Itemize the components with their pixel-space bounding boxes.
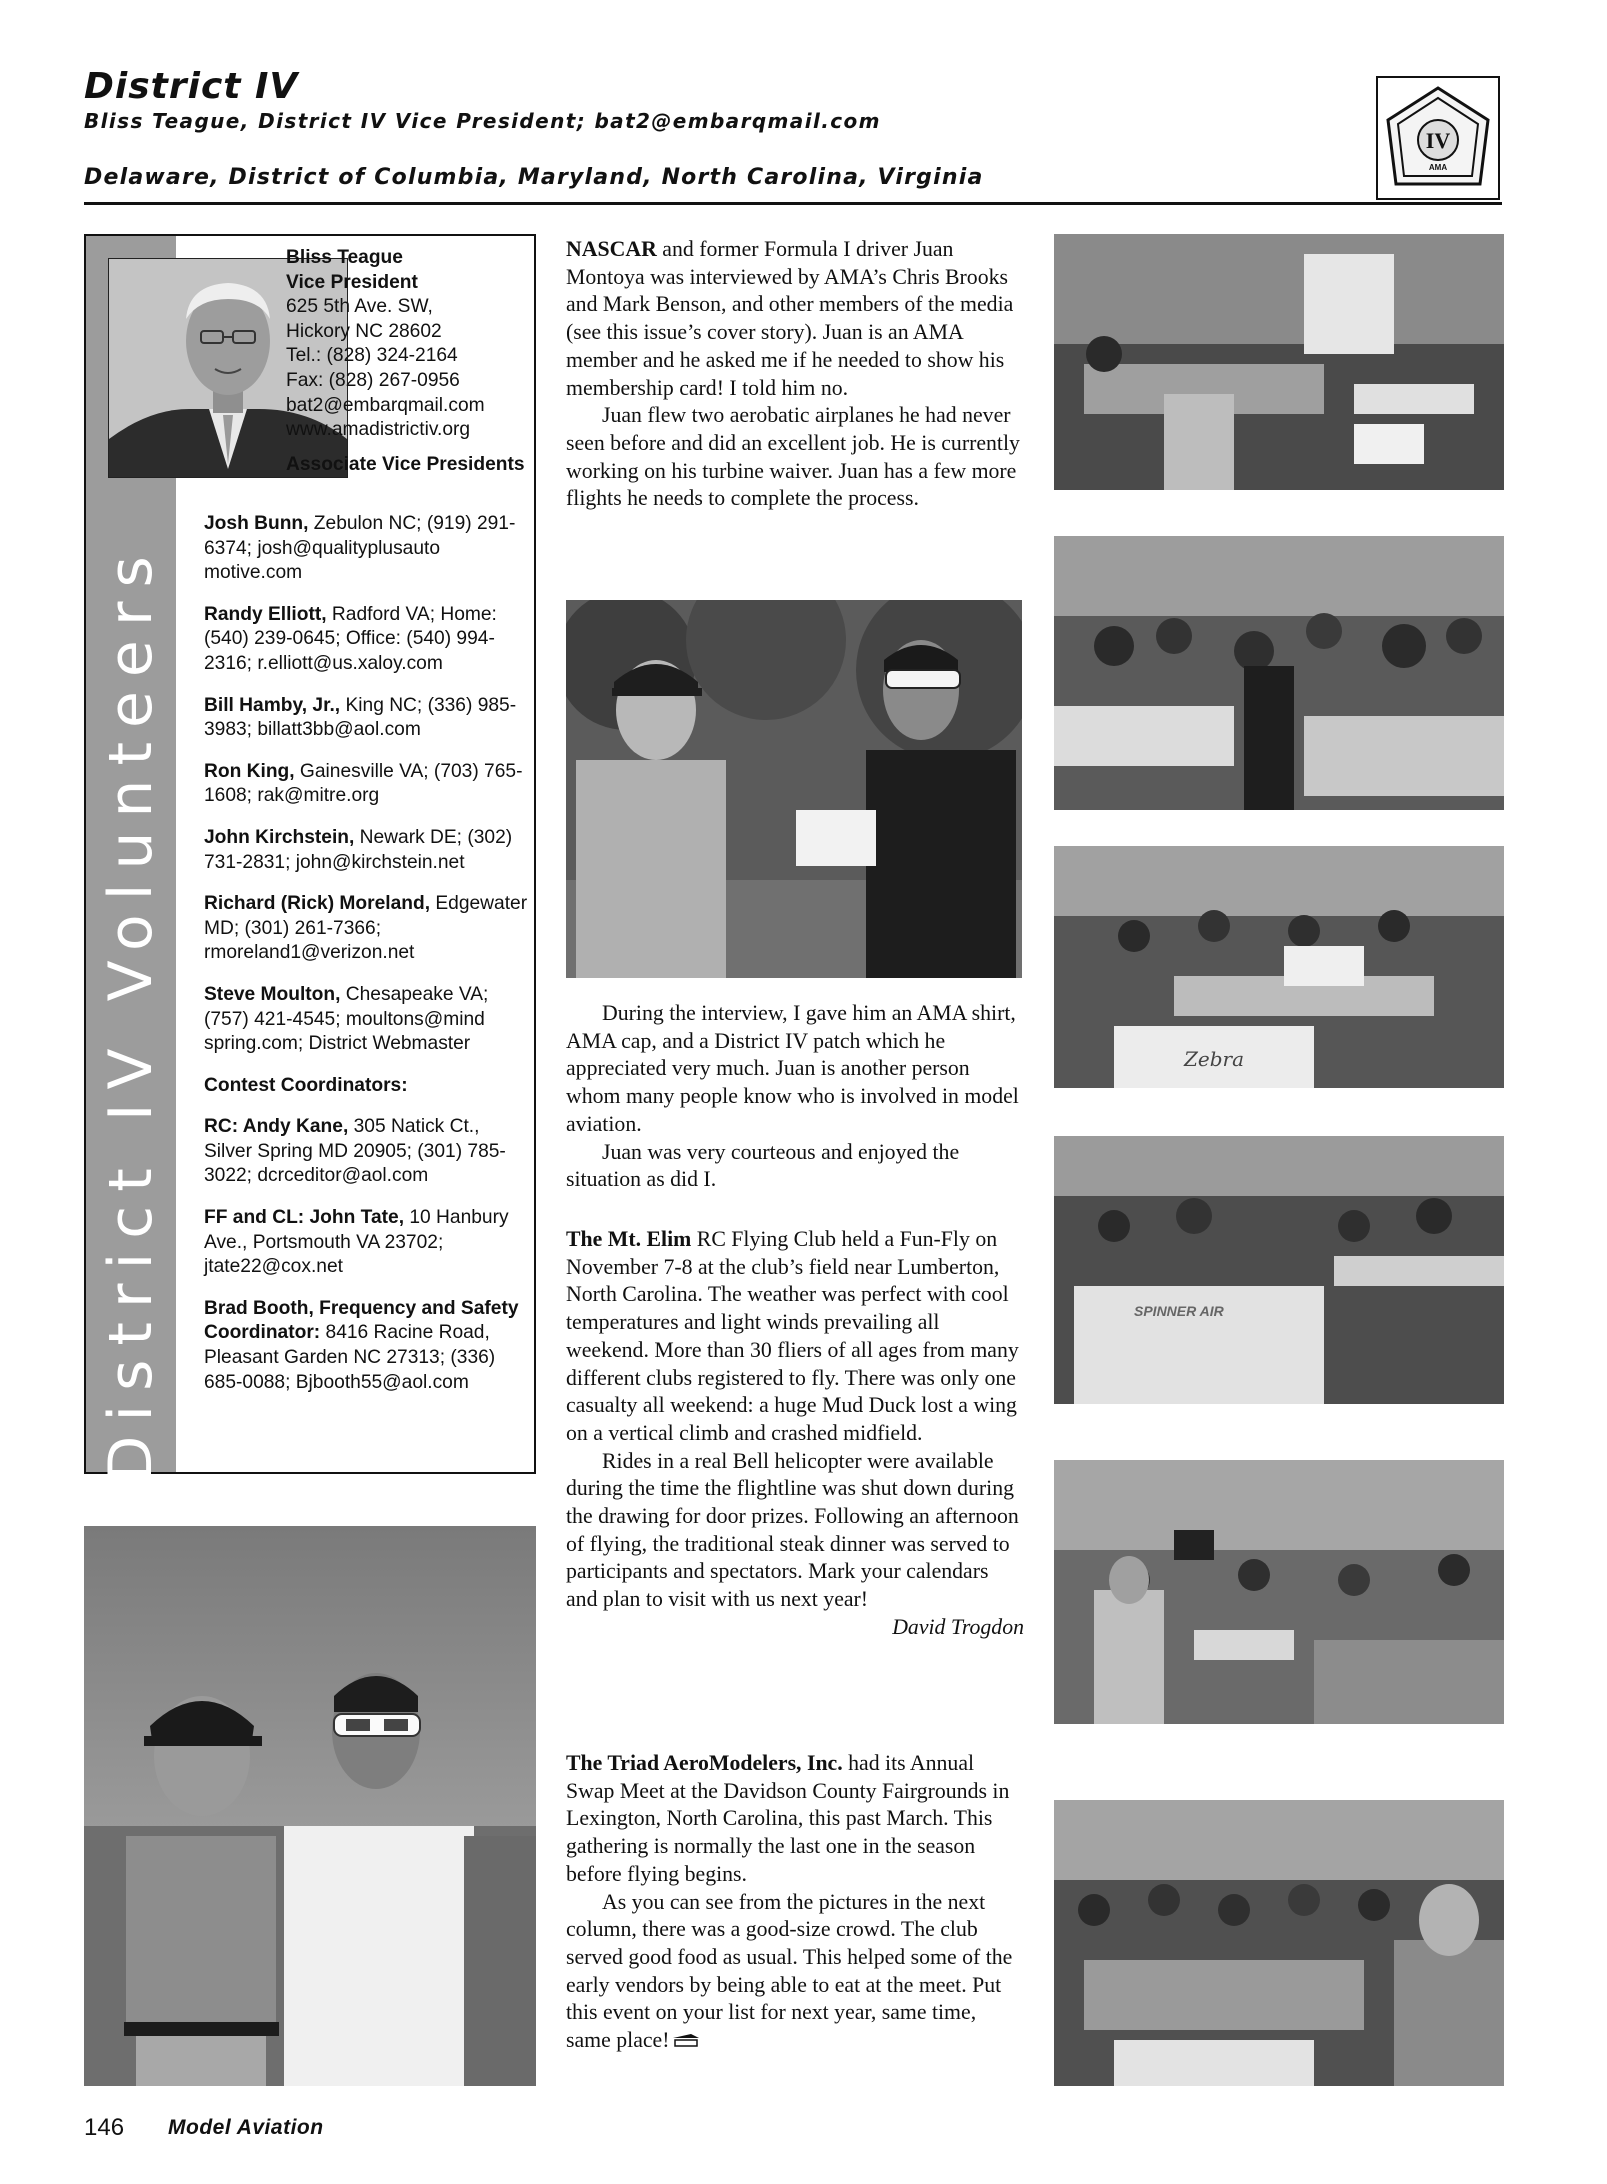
volunteer-name: RC: Andy Kane, (204, 1116, 349, 1138)
volunteer-details: Gainesville VA; (703) 765-1608; rak@mitre.org (204, 760, 523, 807)
photo-teague-montoya-field (84, 1526, 536, 2086)
vp-telephone: Tel.: (828) 324-2164 (286, 345, 458, 367)
volunteers-box (84, 234, 536, 1482)
volunteer-entry (204, 983, 528, 1057)
article-column-triad (566, 1750, 1024, 2055)
vp-contact (286, 246, 526, 477)
header-rule (84, 202, 1502, 205)
article-column-top (566, 236, 1024, 513)
article-text: had its Annual Swap Meet at the Davidson County Fairgrounds in Lexington, North Carolina, this past March. This gathering is normally the last one in the season before flying begins. (566, 1751, 1010, 1886)
photo-swap-meet-hall (1054, 1460, 1504, 1724)
pentagon-logo-icon (1382, 82, 1494, 194)
volunteer-name: Contest Coordinators: (204, 1074, 408, 1096)
volunteer-details: Radford VA; Home: (540) 239-0645; Office: (540) 994-2316; r.elliott@us.xaloy.com (204, 603, 497, 674)
volunteer-name: FF and CL: John Tate, (204, 1207, 405, 1229)
volunteer-name: John Kirchstein, (204, 826, 355, 848)
volunteer-name: Richard (Rick) Moreland, (204, 893, 431, 915)
assoc-vp-heading: Associate Vice Presidents (286, 453, 525, 475)
photo-swap-meet-zebra-sign (1054, 846, 1504, 1088)
district-logo (1376, 76, 1500, 200)
volunteer-entry (204, 694, 528, 743)
volunteer-details: King NC; (336) 985-3983; billatt3bb@aol.com (204, 694, 517, 741)
volunteer-list (204, 512, 528, 1412)
article-paragraph (566, 1750, 1024, 1889)
volunteer-details: Chesapeake VA; (757) 421-4545; moultons@mind spring.com; District Webmaster (204, 983, 489, 1055)
volunteer-details: Newark DE; (302) 731-2831; john@kirchstein.net (204, 826, 513, 873)
article-paragraph (566, 236, 1024, 402)
section-subtitle: Bliss Teague, District IV Vice President; bat2@embarqmail.com (84, 109, 881, 133)
article-paragraph (566, 1226, 1024, 1448)
volunteer-details: 8416 Racine Road, Pleasant Garden NC 27313; (336) 685-0088; Bjbooth55@aol.com (204, 1322, 496, 1393)
vp-address-line2: Hickory NC 28602 (286, 320, 442, 342)
volunteer-entry (204, 1206, 528, 1280)
photo-swap-meet-crowd-2 (1054, 1800, 1504, 2086)
volunteer-details: Zebulon NC; (919) 291-6374; josh@qualityplusauto motive.com (204, 513, 516, 584)
volunteer-entry (204, 1115, 528, 1189)
volunteer-entry (204, 512, 528, 586)
article-text: As you can see from the pictures in the next column, there was a good-size crowd. The club served good food as usual. This helped some of the early vendors by being able to eat at the meet. Put this event on your list for next year, same time, same place! (566, 1889, 1013, 2053)
vp-website: www.amadistrictiv.org (286, 419, 471, 441)
volunteer-entry (204, 826, 528, 875)
article-paragraph (566, 1889, 1024, 2055)
article-lead: NASCAR (566, 237, 657, 261)
volunteer-details: Edgewater MD; (301) 261-7366; rmoreland1@verizon.net (204, 893, 528, 964)
volunteer-name: Randy Elliott, (204, 603, 327, 625)
article-text: RC Flying Club held a Fun-Fly on November 7-8 at the club’s field near Lumberton, North Carolina. The weather was perfect with cool temperatures and light winds prevailing all weekend. More than 30 fliers of all ages from many different clubs registered to fly. There was only one casualty all weekend: a huge Mud Duck lost a wing on a vertical climb and crashed midfield. (566, 1227, 1019, 1445)
article-text: and former Formula I driver Juan Montoya was interviewed by AMA’s Chris Brooks and Mark Benson, and other members of the media (see this issue’s cover story). Juan is an AMA member and he asked me if he needed to show his membership card! I told him no. (566, 237, 1014, 400)
page-number: 146 (84, 2114, 125, 2141)
volunteer-details: 305 Natick Ct., Silver Spring MD 20905; (301) 785-3022; dcrceditor@aol.com (204, 1116, 506, 1187)
volunteer-name: Steve Moulton, (204, 983, 341, 1005)
article-paragraph: Juan was very courteous and enjoyed the situation as did I. (566, 1139, 960, 1192)
volunteer-entry (204, 760, 528, 809)
volunteer-details: 10 Hanbury Ave., Portsmouth VA 23702; jtate22@cox.net (204, 1207, 509, 1278)
volunteer-name: Josh Bunn, (204, 513, 309, 534)
contest-coordinators-heading (204, 1074, 528, 1099)
article-paragraph: Juan flew two aerobatic airplanes he had never seen before and did an excellent job. He is currently working on his turbine waiver. Juan has a few more flights he needs to complete the process. (566, 403, 1020, 511)
vp-email: bat2@embarqmail.com (286, 394, 485, 416)
vp-address-line1: 625 5th Ave. SW, (286, 296, 433, 318)
article-lead: The Mt. Elim (566, 1227, 692, 1251)
section-title: District IV (84, 66, 299, 107)
volunteer-name: Bill Hamby, Jr., (204, 694, 341, 716)
logo-caption: AMA (1428, 163, 1448, 172)
photo-swap-meet-tables (1054, 234, 1504, 490)
volunteer-entry (204, 603, 528, 677)
article-lead: The Triad AeroModelers, Inc. (566, 1751, 843, 1775)
vp-fax: Fax: (828) 267-0956 (286, 369, 460, 391)
article-column-mt-elim (566, 1226, 1024, 1642)
photo-swap-meet-spinner-box (1054, 1136, 1504, 1404)
vp-name: Bliss Teague (286, 247, 403, 268)
magazine-name: Model Aviation (168, 2116, 324, 2139)
spinner-box-text: SPINNER AIR (1134, 1303, 1224, 1319)
article-paragraph: During the interview, I gave him an AMA shirt, AMA cap, and a District IV patch which he appreciated very much. Juan is another person whom many people know who is involved in model aviation. (566, 1001, 1019, 1136)
article-paragraph: Rides in a real Bell helicopter were available during the time the flightline was shut down during the drawing for door prizes. Following an afternoon of flying, the traditional steak dinner was served to participants and spectators. Mark your calendars and plan to visit with us next year! (566, 1448, 1019, 1612)
article-signature: David Trogdon (892, 1614, 1024, 1639)
volunteer-entry (204, 1297, 528, 1395)
zebra-sign-text: Zebra (1183, 1047, 1245, 1071)
volunteer-name: Brad Booth, Frequency and Safety Coordinator: (204, 1297, 519, 1344)
volunteers-strip-label: District IV Volunteers (96, 542, 166, 1482)
volunteer-entry (204, 892, 528, 966)
volunteer-name: Ron King, (204, 760, 295, 782)
ama-end-mark-icon (671, 2032, 701, 2048)
vp-title: Vice President (286, 271, 418, 293)
district-states: Delaware, District of Columbia, Maryland, North Carolina, Virginia (84, 165, 984, 190)
article-column-interview (566, 1000, 1024, 1194)
photo-swap-meet-crowd-1 (1054, 536, 1504, 810)
logo-numeral: IV (1425, 128, 1451, 153)
photo-teague-montoya-trees (566, 600, 1022, 978)
